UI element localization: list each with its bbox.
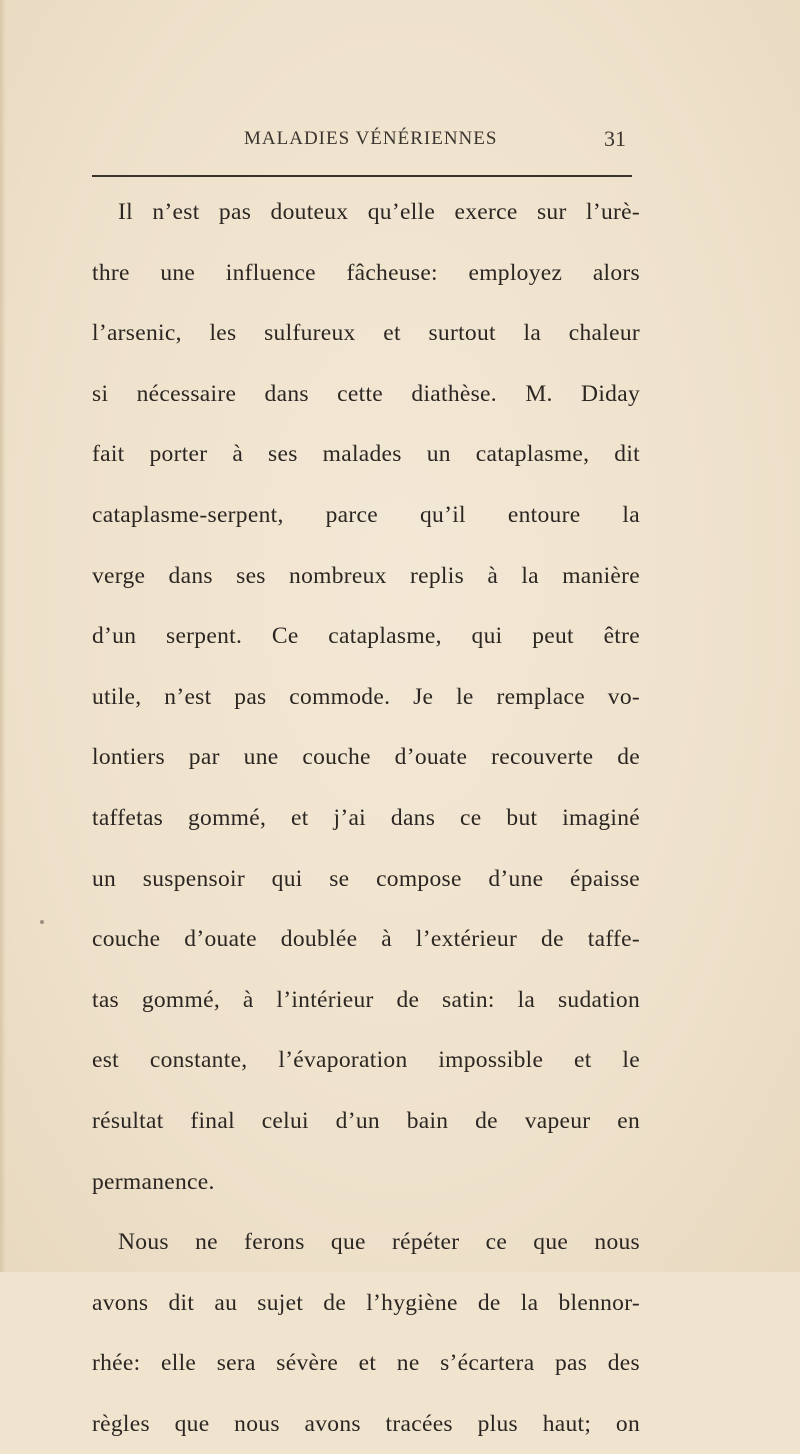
text-line: Il n’est pas douteux qu’elle exerce sur l’urè-: [118, 199, 640, 225]
text-line: utile, n’est pas commode. Je le remplace vo-: [92, 683, 640, 710]
text-line: verge dans ses nombreux replis à la manière: [92, 562, 640, 589]
text-line: thre une influence fâcheuse: employez alors: [92, 259, 640, 286]
text-line: tas gommé, à l’intérieur de satin: la sudation: [92, 986, 640, 1013]
text-line: Nous ne ferons que répéter ce que nous: [118, 1229, 640, 1256]
body-text: [92, 182, 640, 1454]
text-line: si nécessaire dans cette diathèse. M. Diday: [92, 380, 640, 407]
text-line: lontiers par une couche d’ouate recouverte de: [92, 744, 640, 771]
running-title: MALADIES VÉNÉRIENNES: [244, 128, 498, 149]
text-line: permanence.: [92, 1168, 215, 1195]
text-line: avons dit au sujet de l’hygiène de la blennor-: [92, 1289, 640, 1316]
header-rule: [92, 175, 632, 177]
text-line: résultat final celui d’un bain de vapeur en: [92, 1107, 640, 1134]
text-line: taffetas gommé, et j’ai dans ce but imaginé: [92, 804, 640, 831]
text-line: est constante, l’évaporation impossible et le: [92, 1047, 640, 1074]
text-line: couche d’ouate doublée à l’extérieur de taffe-: [92, 926, 640, 953]
page-edge-shadow: [0, 0, 6, 1272]
page-number: 31: [604, 126, 626, 151]
text-line: un suspensoir qui se compose d’une épaisse: [92, 865, 640, 892]
text-line: cataplasme-serpent, parce qu’il entoure la: [92, 501, 640, 528]
running-head: [92, 128, 632, 158]
text-line: règles que nous avons tracées plus haut; on: [92, 1410, 640, 1437]
text-line: fait porter à ses malades un cataplasme, dit: [92, 441, 640, 468]
text-line: d’un serpent. Ce cataplasme, qui peut être: [92, 623, 640, 650]
text-line: rhée: elle sera sévère et ne s’écartera pas des: [92, 1350, 640, 1377]
text-line: l’arsenic, les sulfureux et surtout la chaleur: [92, 320, 640, 347]
ink-speck: [40, 920, 44, 924]
